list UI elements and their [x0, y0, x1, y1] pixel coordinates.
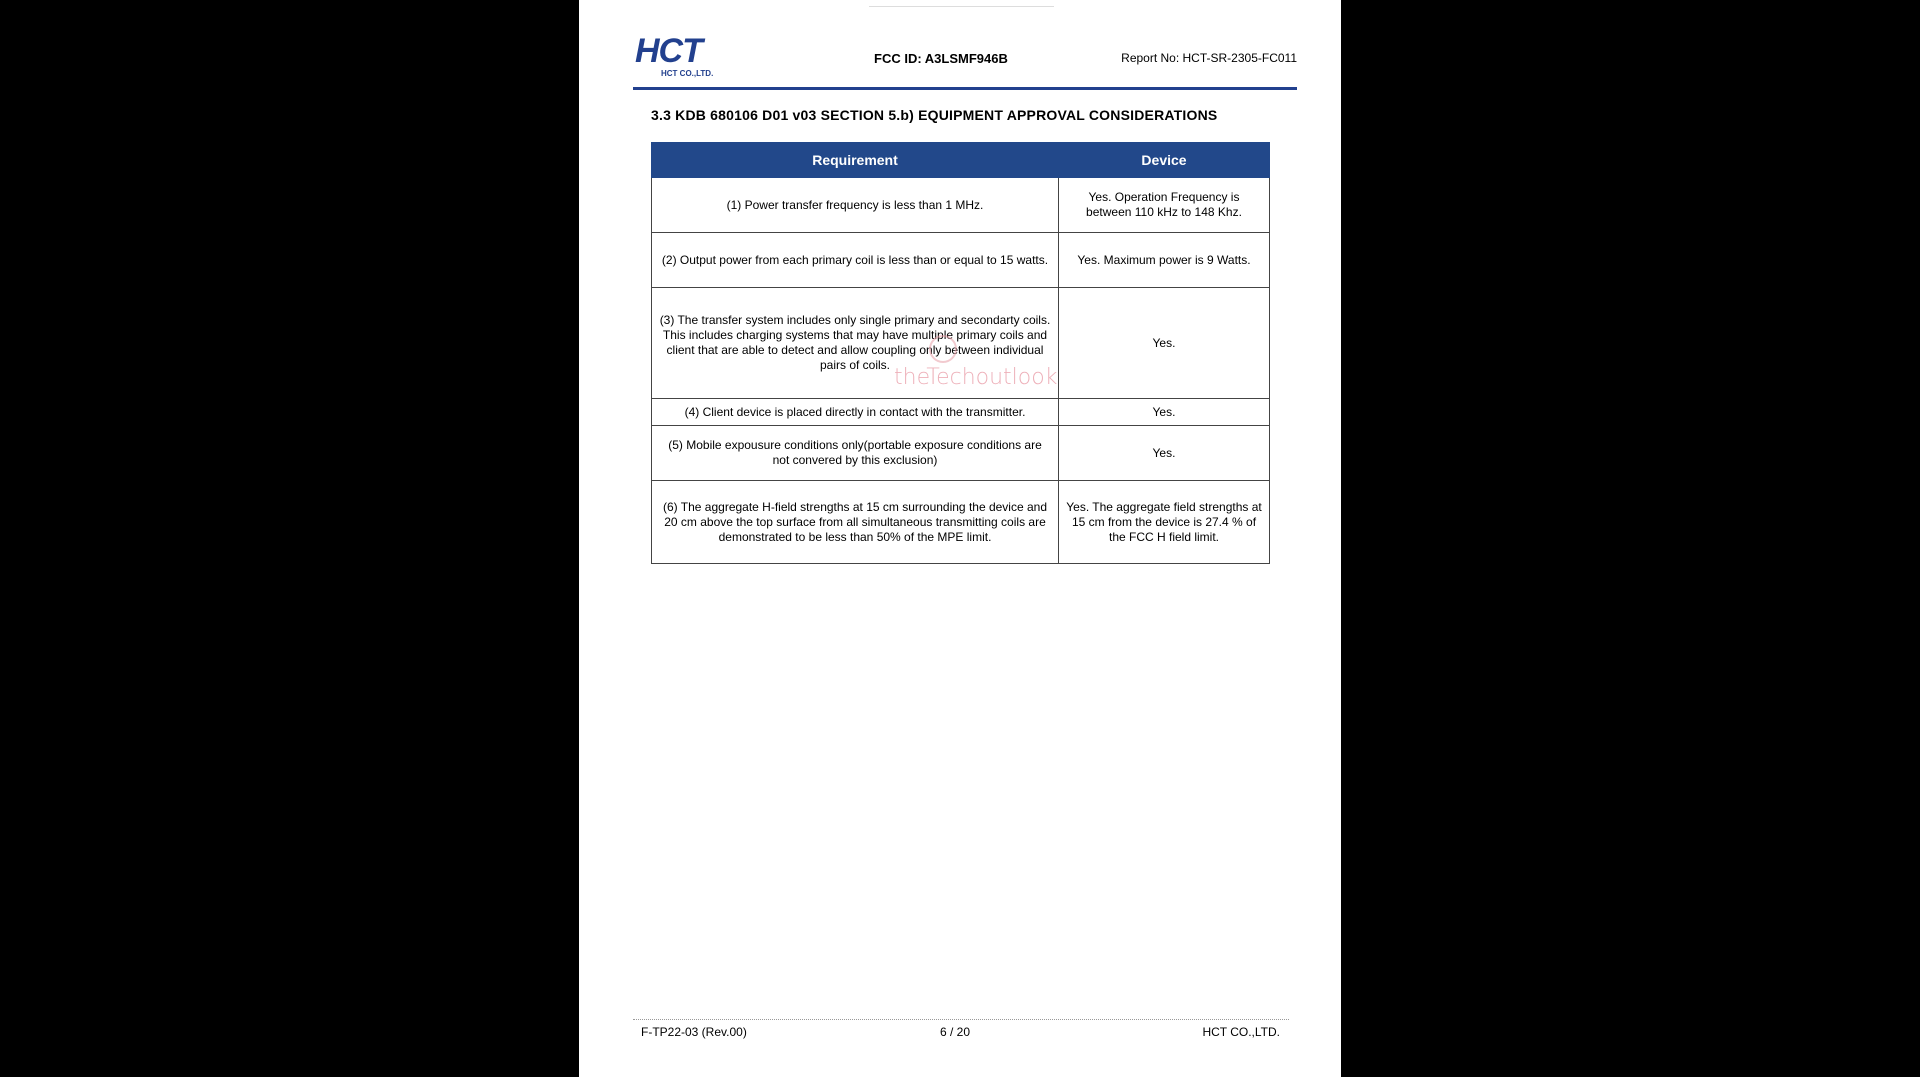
footer-company: HCT CO.,LTD.	[1202, 1025, 1280, 1039]
table-row	[652, 426, 1270, 481]
document-page	[579, 0, 1341, 1077]
device-cell: Yes. Operation Frequency is between 110 kHz to 148 Khz.	[1059, 178, 1270, 233]
requirement-cell: (4) Client device is placed directly in contact with the transmitter.	[652, 399, 1059, 426]
logo-subtext: HCT CO.,LTD.	[661, 69, 714, 78]
watermark-text: theTechoutlook	[894, 365, 1058, 390]
report-number: Report No: HCT-SR-2305-FC011	[1121, 51, 1297, 65]
device-cell: Yes. Maximum power is 9 Watts.	[1059, 233, 1270, 288]
requirement-cell: (5) Mobile expousure conditions only(portable exposure conditions are not convered by this exclusion)	[652, 426, 1059, 481]
device-cell: Yes. The aggregate field strengths at 15 cm from the device is 27.4 % of the FCC H field limit.	[1059, 481, 1270, 564]
device-cell: Yes.	[1059, 288, 1270, 399]
requirement-cell: (1) Power transfer frequency is less than 1 MHz.	[652, 178, 1059, 233]
table-row	[652, 178, 1270, 233]
footer-form-number: F-TP22-03 (Rev.00)	[641, 1025, 747, 1039]
table-header-row	[652, 143, 1270, 178]
page-header	[633, 30, 1297, 90]
header-device: Device	[1059, 143, 1270, 178]
requirement-cell: (6) The aggregate H-field strengths at 15 cm surrounding the device and 20 cm above the top surface from all simultaneous transmitting coils are demonstrated to be less than 50% of the MPE limit.	[652, 481, 1059, 564]
table-row	[652, 233, 1270, 288]
device-cell: Yes.	[1059, 426, 1270, 481]
hct-logo	[633, 34, 757, 80]
header-requirement: Requirement	[652, 143, 1059, 178]
requirement-cell: (3) The transfer system includes only single primary and secondarty coils. This includes charging systems that may have multiple primary coils and client that are able to detect and allow coupling only between individual pairs of coils.	[652, 288, 1059, 399]
footer-rule	[633, 1019, 1289, 1020]
section-title: 3.3 KDB 680106 D01 v03 SECTION 5.b) EQUIPMENT APPROVAL CONSIDERATIONS	[651, 107, 1218, 123]
table-row	[652, 288, 1270, 399]
requirement-cell: (2) Output power from each primary coil is less than or equal to 15 watts.	[652, 233, 1059, 288]
requirements-table	[651, 142, 1270, 564]
fcc-id: FCC ID: A3LSMF946B	[874, 51, 1008, 66]
page-top-divider	[869, 6, 1054, 7]
table-row	[652, 481, 1270, 564]
logo-text: HCT	[635, 32, 702, 70]
header-rule	[633, 87, 1297, 90]
table-row	[652, 399, 1270, 426]
footer-page-number: 6 / 20	[940, 1025, 971, 1039]
device-cell: Yes.	[1059, 399, 1270, 426]
